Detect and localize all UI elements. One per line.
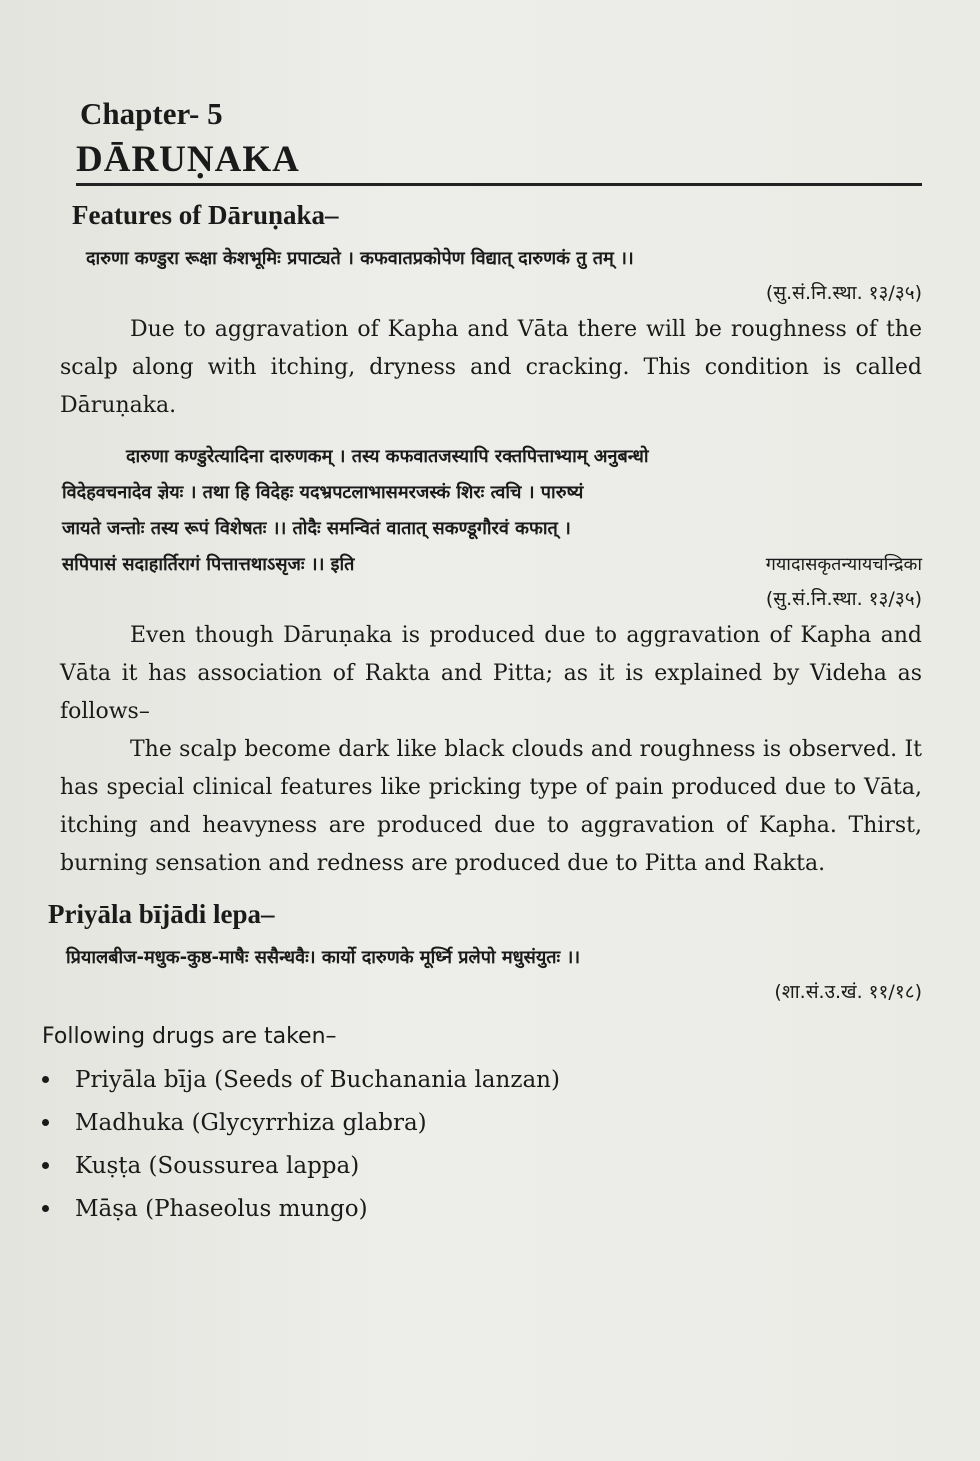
list-intro: Following drugs are taken– [42,1024,337,1049]
drug-name: Priyāla bīja (Seeds of Buchanania lanzan) [75,1067,560,1093]
section-heading-lepa: Priyāla bījādi lepa– [48,899,275,929]
sanskrit-commentary-line: दारुणा कण्डुरेत्यादिना दारुणकम् । तस्य कफवातजस्यापि रक्तपित्ताभ्याम् अनुबन्धो [126,446,649,467]
chapter-title: DĀRUṆAKA [76,139,300,180]
paragraph: Even though Dāruṇaka is produced due to aggravation of Kapha and Vāta it has association of Rakta and Pitta; as it is explained by Videha as follows– [60,623,922,724]
list-item [42,1145,922,1188]
sanskrit-verse: प्रियालबीज-मधुक-कुष्ठ-माषैः ससैन्धवैः। कार्यो दारुणके मूर्ध्नि प्रलेपो मधुसंयुतः ।। [66,947,581,968]
sanskrit-commentary-row [62,547,922,583]
drug-name: Madhuka (Glycyrrhiza glabra) [75,1110,427,1136]
bullet-icon [42,1119,49,1126]
list-item [42,1059,922,1102]
bullet-icon [42,1205,49,1212]
title-rule [76,183,922,186]
drug-name: Māṣa (Phaseolus mungo) [75,1196,368,1222]
verse-reference: (शा.सं.उ.खं. ११/१८) [774,981,922,1003]
paragraph: The scalp become dark like black clouds and roughness is observed. It has special clinical features like pricking type of pain produced due to Vāta, itching and heavyness are produced due to aggravation of Kapha. Thirst, burning sensation and redness are produced due to Pitta and Rakta. [60,737,922,876]
commentary-source: गयादासकृतन्यायचन्द्रिका [765,554,922,575]
drug-list [60,1059,922,1231]
sanskrit-verse: दारुणा कण्डुरा रूक्षा केशभूमिः प्रपाट्यते । कफवातप्रकोपेण विद्यात् दारुणकं तु तम् ।। [86,248,634,269]
bullet-icon [42,1162,49,1169]
bullet-icon [42,1076,49,1083]
sanskrit-commentary-line: जायते जन्तोः तस्य रूपं विशेषतः ।। तोदैः समन्वितं वातात् सकण्डूगौरवं कफात् । [62,518,571,539]
list-item [42,1188,922,1231]
sanskrit-commentary-line: सपिपासं सदाहार्तिरागं पित्तात्तथाऽसृजः ।। इति [62,554,355,575]
drug-name: Kuṣṭa (Soussurea lappa) [75,1153,360,1179]
paragraph: Due to aggravation of Kapha and Vāta there will be roughness of the scalp along with itching, dryness and cracking. This condition is called Dāruṇaka. [60,317,922,418]
chapter-label: Chapter- 5 [80,96,223,131]
list-item [42,1102,922,1145]
sanskrit-commentary-line: विदेहवचनादेव ज्ञेयः । तथा हि विदेहः यदभ्रपटलाभासमरजस्कं शिरः त्वचि । पारुष्यं [62,482,584,503]
section-heading-features: Features of Dāruṇaka– [72,200,339,230]
verse-reference: (सु.सं.नि.स्था. १३/३५) [765,588,922,610]
verse-reference: (सु.सं.नि.स्था. १३/३५) [765,282,922,304]
